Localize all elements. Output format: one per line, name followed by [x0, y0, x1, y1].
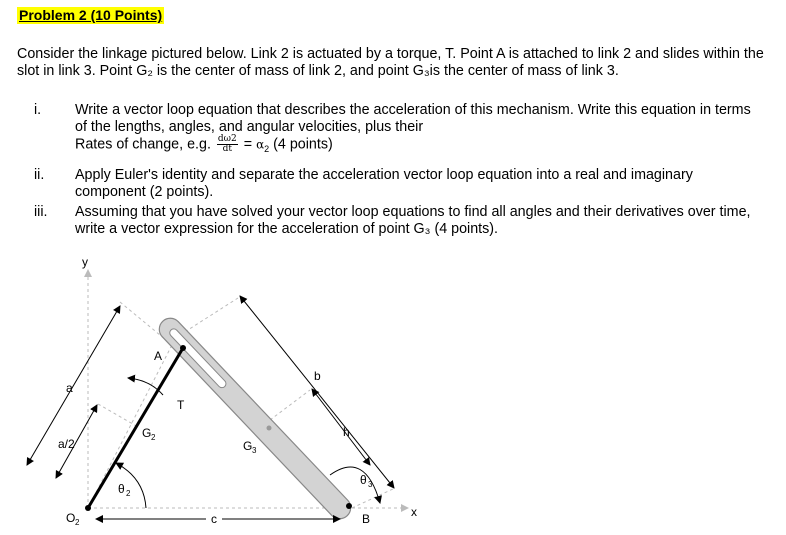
alpha-symbol: α — [256, 137, 265, 152]
x-axis-label: x — [411, 505, 417, 519]
construction-line — [88, 345, 172, 508]
label-theta2: θ — [118, 482, 125, 496]
label-torque: T — [177, 398, 185, 412]
construction-line — [98, 404, 138, 427]
label-theta2-sub: 2 — [126, 489, 131, 498]
point-O2 — [85, 505, 91, 511]
label-theta3: θ — [360, 473, 367, 487]
label-dim-a-half: a/2 — [58, 437, 75, 451]
label-G2-sub: 2 — [151, 433, 156, 442]
label-G3: G — [243, 439, 253, 453]
label-theta3-sub: 3 — [368, 480, 373, 489]
point-G3 — [267, 426, 272, 431]
label-A: A — [154, 349, 163, 363]
dimension-b — [240, 296, 394, 488]
question-number: iii. — [34, 204, 48, 220]
y-axis-label: y — [82, 255, 88, 269]
construction-line — [352, 488, 395, 508]
question-number: i. — [34, 102, 42, 118]
construction-line — [180, 298, 238, 335]
rates-text: Rates of change, e.g. — [75, 136, 211, 153]
link-3-bar — [155, 314, 355, 524]
alpha-subscript: 2 — [264, 144, 270, 155]
fraction-denominator: dt — [222, 144, 233, 154]
fraction-numerator: dω2 — [217, 134, 237, 144]
point-B — [346, 503, 352, 509]
label-O2: O — [66, 511, 76, 525]
label-G2: G — [142, 426, 152, 440]
problem-intro: Consider the linkage pictured below. Link 2 is actuated by a torque, T. Point A is attached to link 2 and slides within the slot in link 3. Point G₂ is the center of mass of link 2, and point G₃is the center of mass of link 3. — [17, 46, 764, 79]
question-text: Apply Euler's identity and separate the acceleration vector loop equation into a real and imaginary component (2 points). — [75, 167, 693, 200]
link-2 — [88, 348, 183, 508]
construction-line — [270, 390, 310, 420]
label-dim-c: c — [211, 512, 217, 526]
point-A — [180, 345, 186, 351]
label-G3-sub: 3 — [252, 446, 257, 455]
label-O2-sub: 2 — [75, 518, 80, 527]
equals-sign: = — [243, 136, 253, 153]
problem-title: Problem 2 (10 Points) — [19, 7, 163, 23]
question-text: Assuming that you have solved your vector loop equations to find all angles and their derivatives over time, write a vector expression for the acceleration of point G₃ (4 points). — [75, 204, 751, 237]
label-dim-h: h — [343, 425, 350, 439]
question-number: ii. — [34, 167, 45, 183]
label-dim-b: b — [314, 369, 321, 383]
points-label: (4 points) — [273, 136, 333, 153]
dimension-h — [312, 389, 370, 465]
label-dim-a: a — [66, 381, 73, 395]
question-text-line: Write a vector loop equation that describes the acceleration of this mechanism. Write this equation in terms of the lengths, angles, and angular velocities, plus their — [75, 102, 751, 135]
label-B: B — [362, 512, 371, 526]
